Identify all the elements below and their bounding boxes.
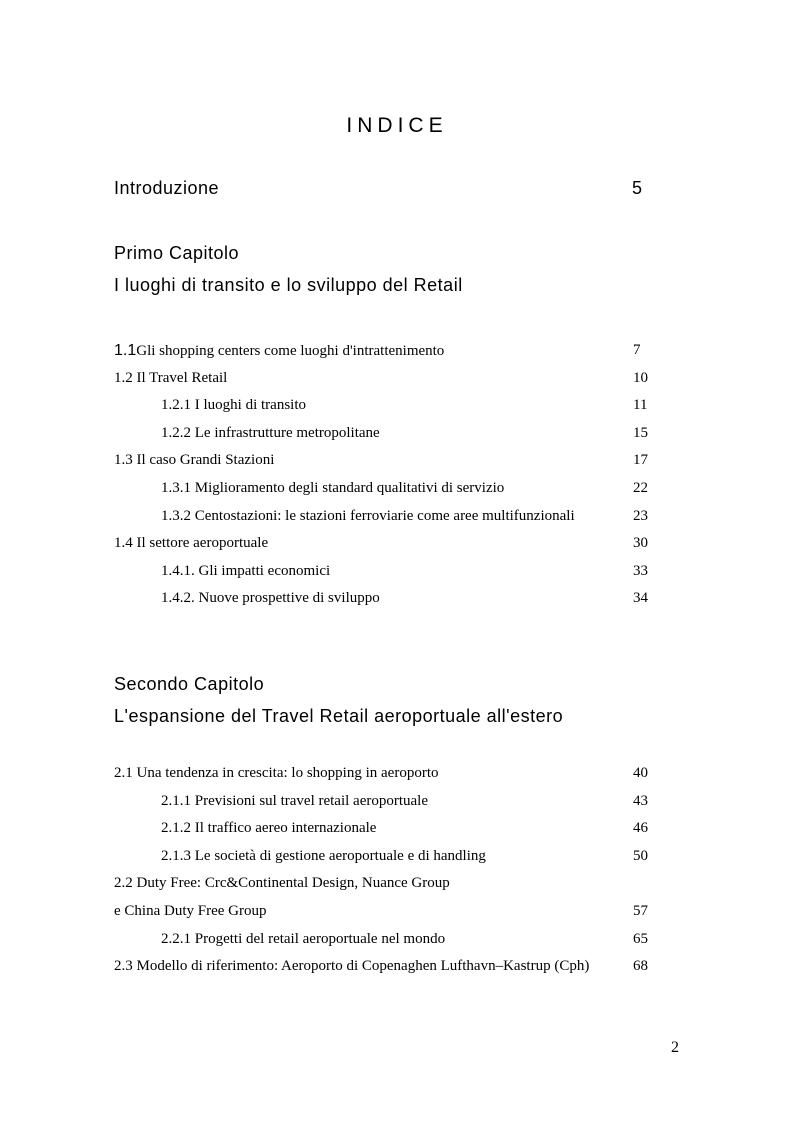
toc-entry-page: 65 [633,931,648,947]
toc-entry: 1.2.1 I luoghi di transito [161,397,306,413]
toc-entry: 2.1.2 Il traffico aereo internazionale [161,820,377,836]
toc-entry: 2.2 Duty Free: Crc&Continental Design, Nuance Group [114,875,450,891]
chapter-2-heading: Secondo Capitolo [114,674,265,694]
toc-entry: 1.3.2 Centostazioni: le stazioni ferroviarie come aree multifunzionali [161,508,575,524]
toc-entry-text: Gli shopping centers come luoghi d'intrattenimento [136,343,445,359]
toc-entry: 1.4 Il settore aeroportuale [114,535,269,551]
toc-entry-number: 1.1 [114,342,137,359]
toc-entry-page: 17 [633,452,648,468]
toc-entry-page: 22 [633,480,648,496]
toc-entry-page: 57 [633,903,648,919]
toc-entry-page: 30 [633,535,648,551]
toc-entry: 1.3 Il caso Grandi Stazioni [114,452,275,468]
toc-entry-page: 15 [633,425,648,441]
toc-entry-page: 50 [633,848,648,864]
toc-entry: 1.4.2. Nuove prospettive di sviluppo [161,590,380,606]
toc-entry: 2.1 Una tendenza in crescita: lo shopping in aeroporto [114,765,439,781]
toc-entry: 1.2 Il Travel Retail [114,370,228,386]
toc-entry-page: 10 [633,370,648,386]
toc-entry: 2.3 Modello di riferimento: Aeroporto di Copenaghen Lufthavn–Kastrup (Cph) [114,958,590,974]
toc-entry: 2.2.1 Progetti del retail aeroportuale nel mondo [161,931,446,947]
toc-introduction-page: 5 [632,178,643,198]
toc-entry: e China Duty Free Group [114,903,267,919]
toc-entry: 2.1.1 Previsioni sul travel retail aeroportuale [161,793,429,809]
toc-entry-page: 7 [633,342,641,358]
toc-entry [114,342,444,360]
page-number: 2 [671,1039,679,1056]
toc-entry: 2.1.3 Le società di gestione aeroportuale e di handling [161,848,486,864]
toc-entry-page: 33 [633,563,648,579]
toc-entry: 1.3.1 Miglioramento degli standard qualitativi di servizio [161,480,505,496]
toc-entry: 1.2.2 Le infrastrutture metropolitane [161,425,380,441]
chapter-1-subtitle: I luoghi di transito e lo sviluppo del Retail [114,275,463,295]
toc-entry-page: 34 [633,590,648,606]
toc-entry-page: 43 [633,793,648,809]
page-title: INDICE [346,114,448,137]
toc-entry-page: 40 [633,765,648,781]
toc-entry-page: 23 [633,508,648,524]
toc-entry-page: 46 [633,820,648,836]
toc-entry-page: 11 [633,397,648,413]
chapter-2-subtitle: L'espansione del Travel Retail aeroportuale all'estero [114,706,564,726]
toc-entry: 1.4.1. Gli impatti economici [161,563,331,579]
toc-introduction-label: Introduzione [114,178,220,198]
chapter-1-heading: Primo Capitolo [114,243,240,263]
toc-entry-page: 68 [633,958,648,974]
